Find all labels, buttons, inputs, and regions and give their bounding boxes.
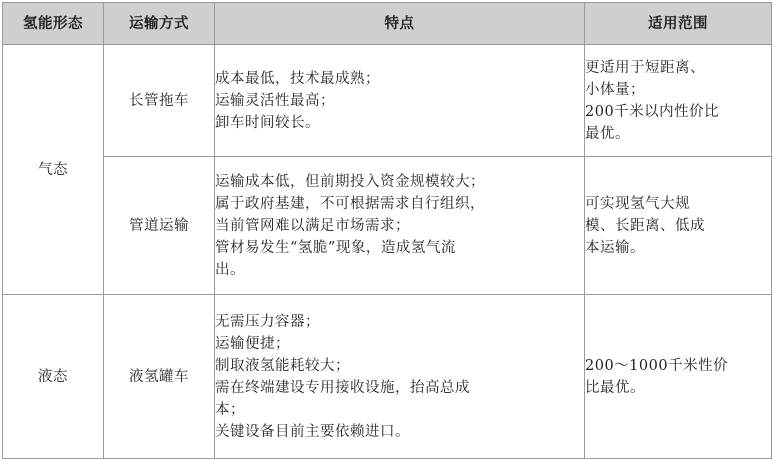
features-cell xyxy=(215,157,585,295)
header-row xyxy=(3,3,772,45)
scope-line: 比最优。 xyxy=(585,379,645,396)
feature-line: 运输灵活性最高； xyxy=(215,92,335,109)
feature-line: 卸车时间较长。 xyxy=(215,114,320,131)
scope-line: 可实现氢气大规 xyxy=(585,195,690,212)
features-cell xyxy=(215,45,585,157)
feature-line: 无需压力容器； xyxy=(215,313,320,330)
feature-line: 成本最低，技术最成熟； xyxy=(215,70,380,87)
feature-line: 运输成本低，但前期投入资金规模较大； xyxy=(215,173,485,190)
hydrogen-transport-table xyxy=(2,2,772,459)
scope-line: 模、长距离、低成 xyxy=(585,217,705,234)
scope-cell xyxy=(585,157,772,295)
feature-line: 运输便捷； xyxy=(215,335,290,352)
form-cell-gas: 气态 xyxy=(3,45,104,295)
method-cell: 长管拖车 xyxy=(104,45,215,157)
scope-line: 最优。 xyxy=(585,125,630,142)
method-cell: 管道运输 xyxy=(104,157,215,295)
table-row xyxy=(3,295,772,459)
scope-line: 更适用于短距离、 xyxy=(585,59,705,76)
scope-line: 小体量； xyxy=(585,81,645,98)
scope-line: 本运输。 xyxy=(585,239,645,256)
header-features: 特点 xyxy=(215,3,585,45)
form-cell-liquid: 液态 xyxy=(3,295,104,459)
table-row xyxy=(3,157,772,295)
feature-line: 本； xyxy=(215,401,245,418)
feature-line: 当前管网难以满足市场需求； xyxy=(215,217,410,234)
header-scope: 适用范围 xyxy=(585,3,772,45)
feature-line: 需在终端建设专用接收设施，抬高总成 xyxy=(215,379,470,396)
feature-line: 管材易发生“氢脆”现象，造成氢气流 xyxy=(215,239,456,256)
scope-line: 200千米以内性价比 xyxy=(585,103,720,120)
scope-cell xyxy=(585,45,772,157)
feature-line: 属于政府基建，不可根据需求自行组织， xyxy=(215,195,485,212)
scope-line: 200～1000千米性价 xyxy=(585,357,729,374)
scope-cell xyxy=(585,295,772,459)
table-row xyxy=(3,45,772,157)
feature-line: 关键设备目前主要依赖进口。 xyxy=(215,423,410,440)
feature-line: 制取液氢能耗较大； xyxy=(215,357,350,374)
header-method: 运输方式 xyxy=(104,3,215,45)
header-form: 氢能形态 xyxy=(3,3,104,45)
feature-line: 出。 xyxy=(215,261,245,278)
method-cell: 液氢罐车 xyxy=(104,295,215,459)
features-cell xyxy=(215,295,585,459)
